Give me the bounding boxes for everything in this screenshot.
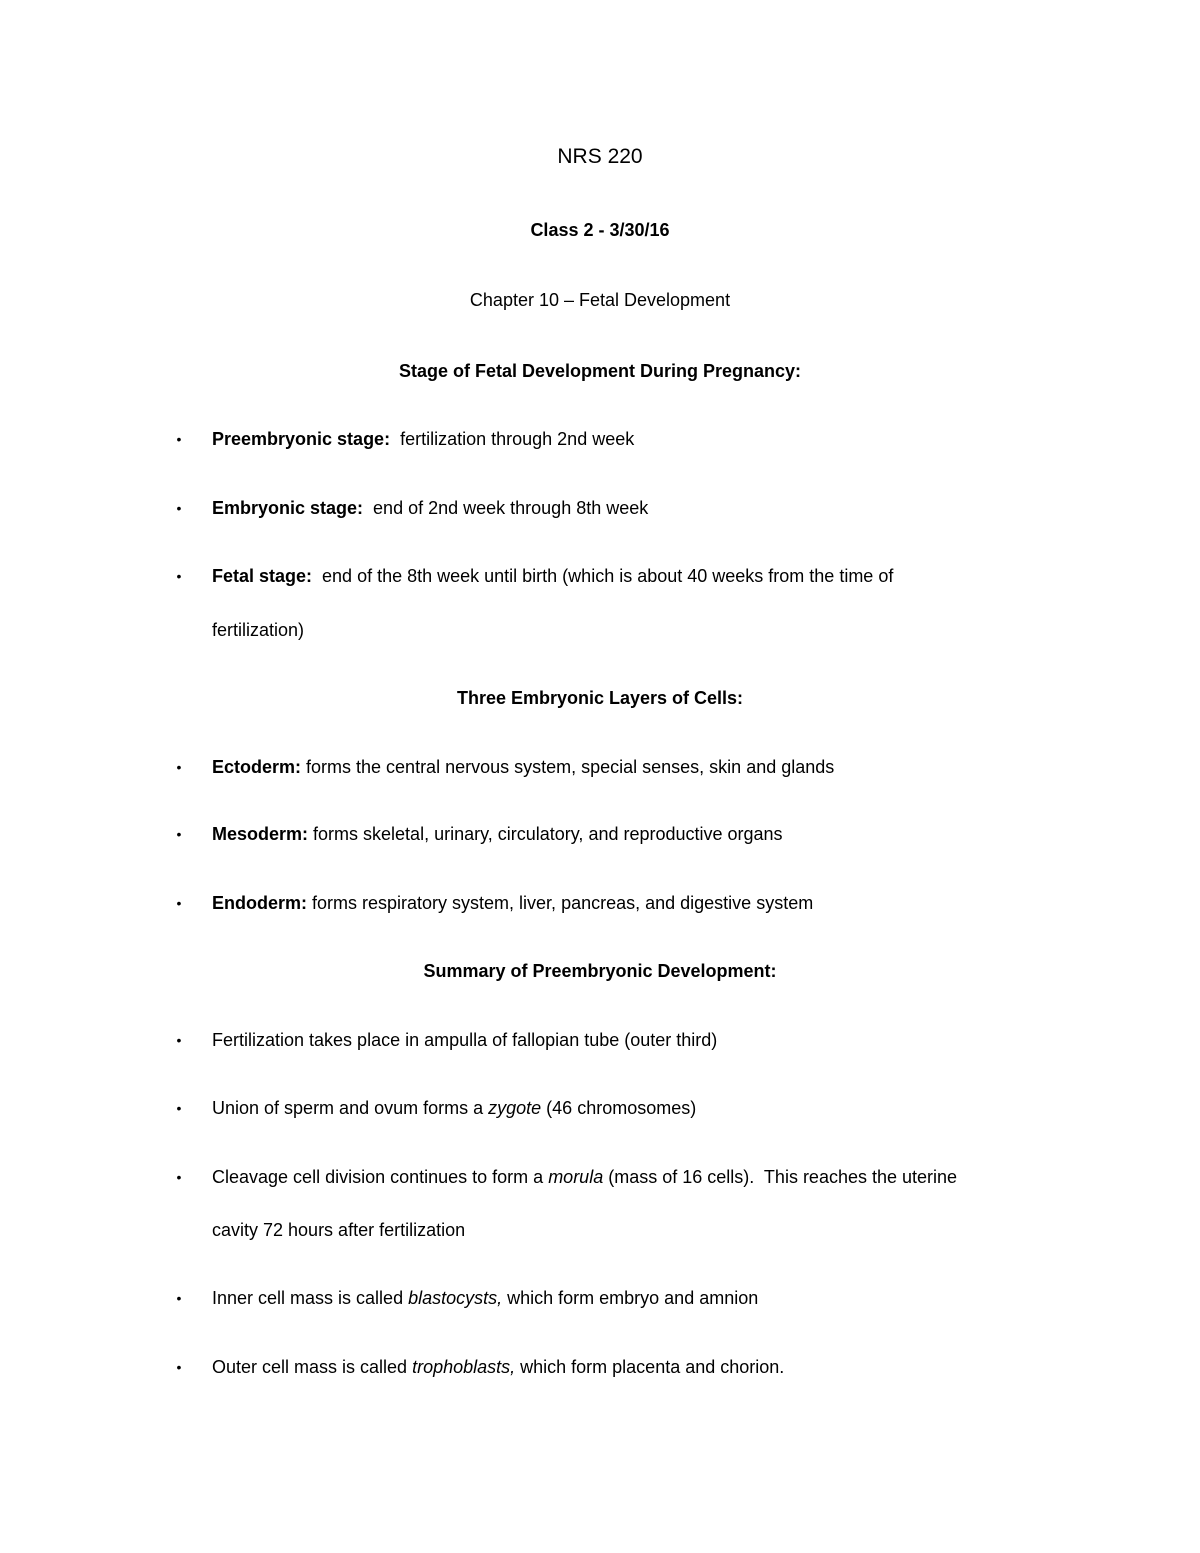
item-text-pre: Cleavage cell division continues to form a	[212, 1167, 549, 1187]
bullet-icon: •	[176, 431, 182, 447]
item-text-post: (46 chromosomes)	[541, 1098, 697, 1118]
bullet-icon: •	[176, 826, 182, 842]
list-item-trophoblasts	[212, 1355, 784, 1379]
section-heading-summary: Summary of Preembryonic Development:	[423, 961, 777, 981]
section-heading-stages: Stage of Fetal Development During Pregnancy:	[398, 361, 802, 381]
bullet-icon: •	[176, 568, 182, 584]
item-term: Endoderm:	[212, 893, 308, 913]
item-text-pre: Union of sperm and ovum forms a	[212, 1098, 489, 1118]
item-text-pre: Inner cell mass is called	[212, 1288, 409, 1308]
item-text: end of 2nd week through 8th week	[363, 498, 649, 518]
item-text-post: (mass of 16 cells). This reaches the uterine	[603, 1167, 958, 1187]
list-item-endoderm	[212, 891, 813, 915]
item-term: Fetal stage:	[212, 566, 313, 586]
item-text-pre: Outer cell mass is called	[212, 1357, 413, 1377]
item-text: forms the central nervous system, special senses, skin and glands	[301, 757, 835, 777]
bullet-icon: •	[176, 1290, 182, 1306]
list-item-mesoderm	[212, 822, 783, 846]
list-item-preembryonic	[212, 427, 634, 451]
section-heading-layers: Three Embryonic Layers of Cells:	[456, 688, 744, 708]
item-text-post: which form placenta and chorion.	[515, 1357, 785, 1377]
item-text: forms skeletal, urinary, circulatory, and reproductive organs	[308, 824, 783, 844]
bullet-icon: •	[176, 1359, 182, 1375]
class-date-line: Class 2 - 3/30/16	[530, 220, 670, 240]
item-text: end of the 8th week until birth (which is about 40 weeks from the time of	[312, 566, 894, 586]
bullet-icon: •	[176, 759, 182, 775]
bullet-icon: •	[176, 895, 182, 911]
item-text: forms respiratory system, liver, pancreas, and digestive system	[307, 893, 814, 913]
item-italic-term: zygote	[488, 1098, 542, 1118]
item-term: Ectoderm:	[212, 757, 302, 777]
list-item-fertilization: Fertilization takes place in ampulla of fallopian tube (outer third)	[212, 1030, 718, 1050]
item-text: fertilization through 2nd week	[390, 429, 635, 449]
item-term: Embryonic stage:	[212, 498, 364, 518]
bullet-icon: •	[176, 1100, 182, 1116]
list-item-morula	[212, 1165, 957, 1189]
bullet-icon: •	[176, 1032, 182, 1048]
list-item-fetal-continuation: fertilization)	[212, 620, 305, 640]
list-item-embryonic	[212, 496, 648, 520]
chapter-title: Chapter 10 – Fetal Development	[469, 290, 731, 310]
item-italic-term: trophoblasts,	[412, 1357, 516, 1377]
item-term: Preembryonic stage:	[212, 429, 391, 449]
item-italic-term: morula	[548, 1167, 604, 1187]
bullet-icon: •	[176, 1169, 182, 1185]
list-item-fetal	[212, 564, 893, 588]
list-item-ectoderm	[212, 755, 834, 779]
item-italic-term: blastocysts,	[408, 1288, 503, 1308]
list-item-morula-continuation: cavity 72 hours after fertilization	[212, 1220, 466, 1240]
list-item-zygote	[212, 1096, 696, 1120]
list-item-blastocysts	[212, 1286, 758, 1310]
bullet-icon: •	[176, 500, 182, 516]
document-title: NRS 220	[557, 145, 643, 168]
item-term: Mesoderm:	[212, 824, 309, 844]
item-text-post: which form embryo and amnion	[502, 1288, 759, 1308]
